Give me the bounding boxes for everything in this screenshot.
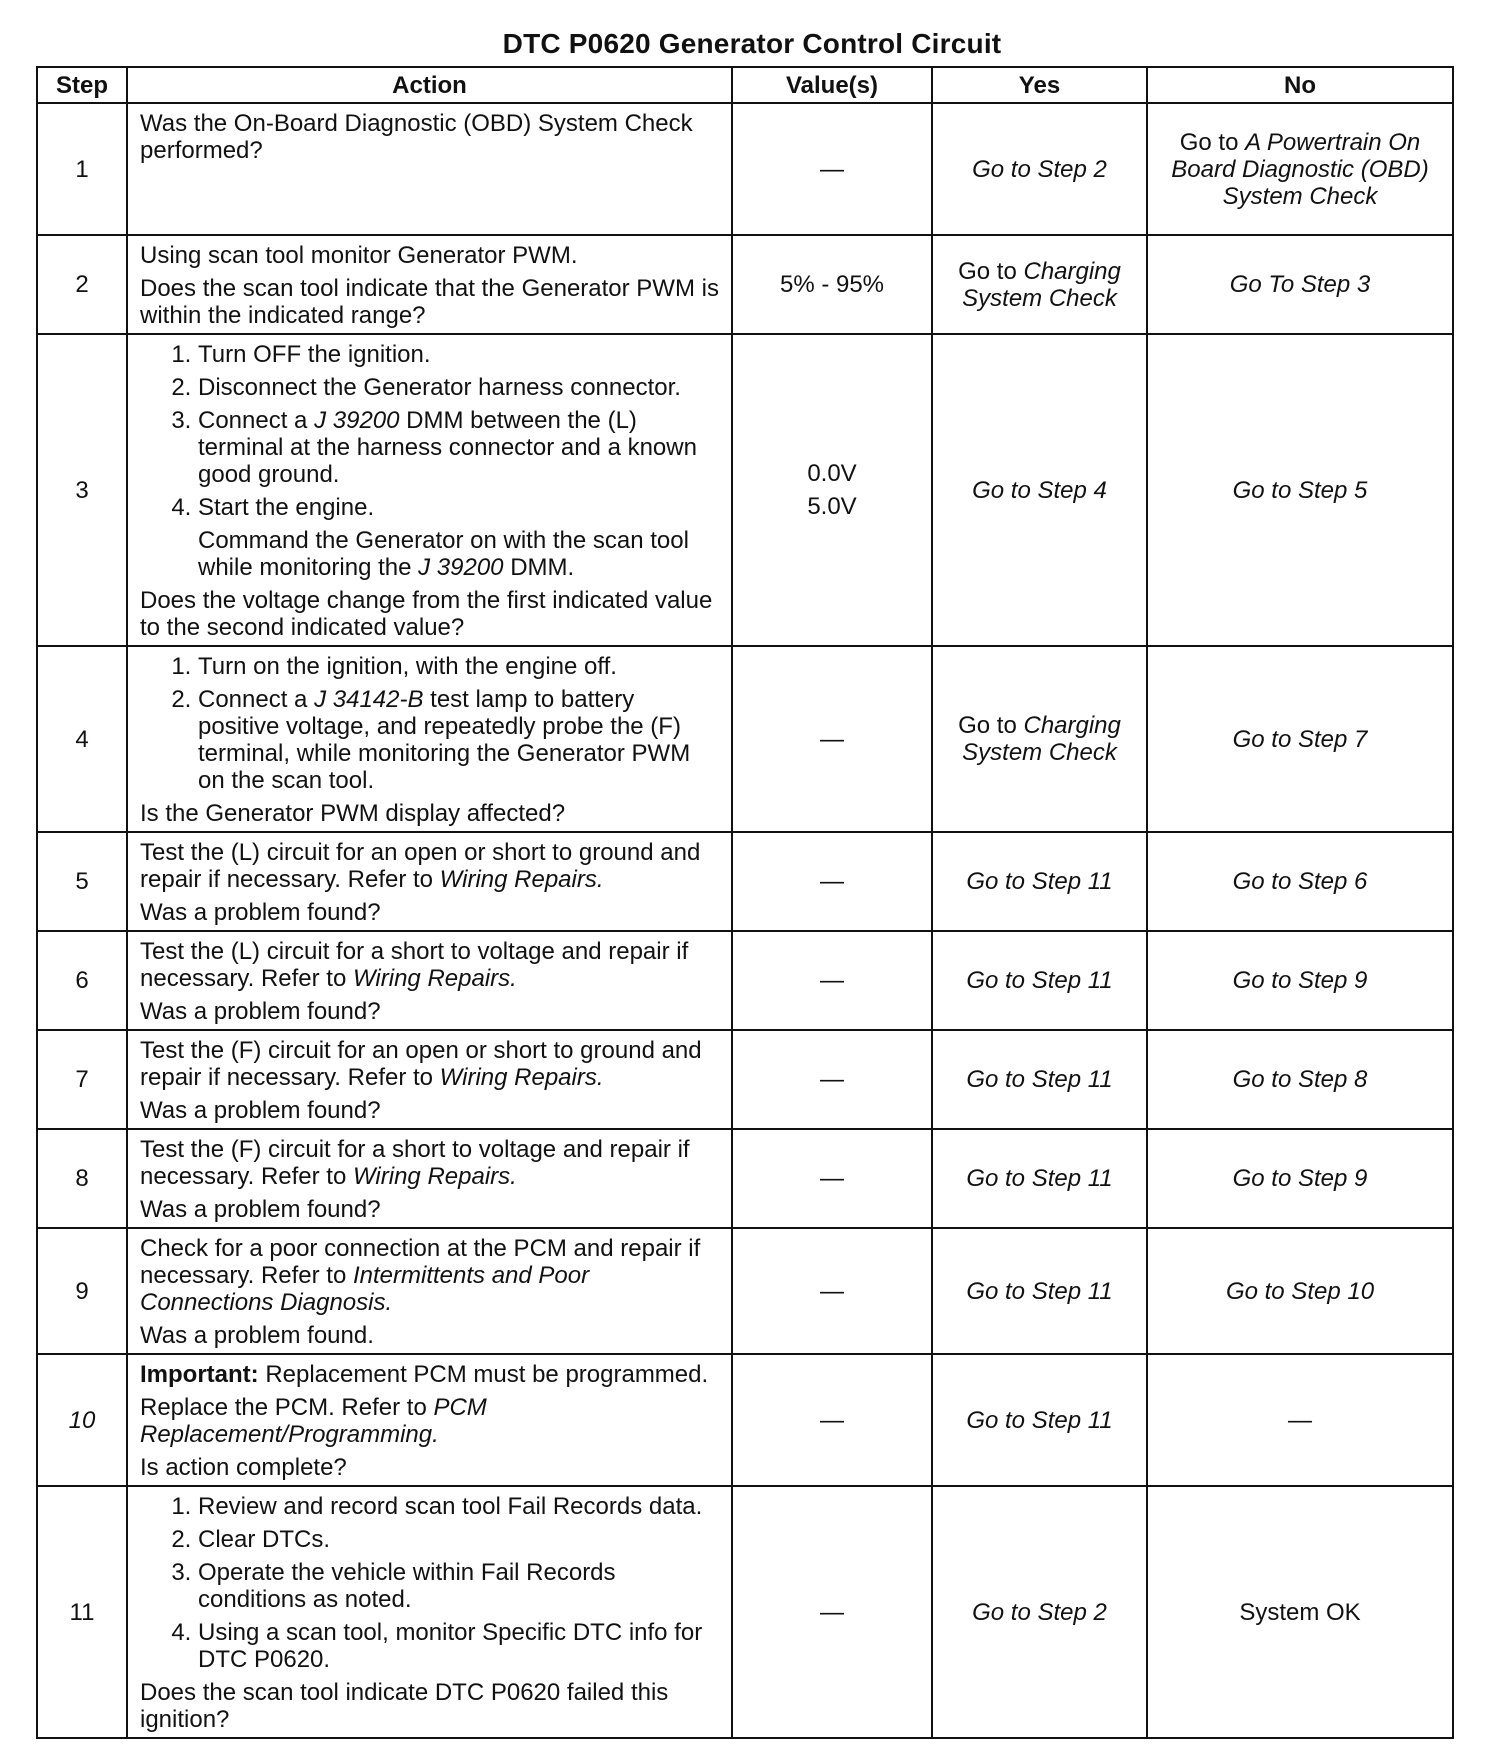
no-cell: Go to Step 9 xyxy=(1147,931,1453,1030)
value-text: 0.0V xyxy=(807,460,857,487)
list-item xyxy=(198,686,721,794)
value-text: — xyxy=(820,868,844,895)
text-segment: DMM. xyxy=(503,554,575,581)
value-text: — xyxy=(820,1406,844,1434)
yes-cell: Go to Step 2 xyxy=(932,1486,1147,1738)
reference-text: Wiring Repairs. xyxy=(439,1064,604,1091)
yes-cell: Go to Step 11 xyxy=(932,1030,1147,1129)
yes-cell: Go to Step 11 xyxy=(932,931,1147,1030)
value-text: — xyxy=(820,1066,844,1093)
yes-cell: Go to Step 2 xyxy=(932,103,1147,235)
header-action: Action xyxy=(127,67,732,103)
action-text xyxy=(140,938,721,992)
action-text xyxy=(140,1361,721,1388)
action-text: Was a problem found? xyxy=(140,1196,381,1223)
text-segment: Turn on the ignition, with the engine off. xyxy=(198,653,617,680)
text-segment: Go to xyxy=(958,257,1024,285)
text-segment: Operate the vehicle within Fail Records conditions as noted. xyxy=(198,1559,616,1613)
list-item xyxy=(198,407,721,488)
list-item xyxy=(198,1493,721,1520)
reference-text: J 39200 xyxy=(314,407,400,434)
action-text xyxy=(140,1394,721,1448)
value-text: 5.0V xyxy=(807,493,857,520)
table-header-row xyxy=(37,67,1453,103)
reference-text: PCM Replacement/Programming. xyxy=(140,1394,487,1448)
action-text: Does the scan tool indicate DTC P0620 failed this ignition? xyxy=(140,1679,669,1733)
reference-text: Intermittents and Poor Connections Diagnosis. xyxy=(140,1262,590,1316)
no-cell xyxy=(1147,103,1453,235)
action-cell xyxy=(127,931,732,1030)
value-cell xyxy=(732,235,932,334)
action-text xyxy=(140,1235,721,1316)
value-cell xyxy=(732,1129,932,1228)
reference-text: Charging System Check xyxy=(962,257,1121,312)
no-cell: Go to Step 5 xyxy=(1147,334,1453,646)
action-text: Does the scan tool indicate that the Generator PWM is within the indicated range? xyxy=(140,275,719,329)
header-values: Value(s) xyxy=(732,67,932,103)
no-cell: — xyxy=(1147,1354,1453,1486)
value-cell xyxy=(732,103,932,235)
action-cell xyxy=(127,1354,732,1486)
table-row xyxy=(37,832,1453,931)
action-cell xyxy=(127,1030,732,1129)
reference-text: J 34142-B xyxy=(314,686,424,713)
text-segment: Replacement PCM must be programmed. xyxy=(258,1361,709,1388)
no-cell: System OK xyxy=(1147,1486,1453,1738)
action-text: Using scan tool monitor Generator PWM. xyxy=(140,242,578,269)
reference-text: A Powertrain On Board Diagnostic (OBD) System Check xyxy=(1171,128,1429,210)
step-number: 5 xyxy=(37,832,127,931)
value-cell xyxy=(732,646,932,832)
text-segment: Disconnect the Generator harness connector. xyxy=(198,374,681,401)
diagnostic-table xyxy=(36,66,1454,1739)
step-number: 11 xyxy=(37,1486,127,1738)
action-text: Was a problem found. xyxy=(140,1322,374,1349)
action-list xyxy=(140,653,721,794)
reference-text: Wiring Repairs. xyxy=(352,965,517,992)
list-item xyxy=(198,653,721,680)
action-text xyxy=(140,839,721,893)
table-row xyxy=(37,1486,1453,1738)
yes-cell: Go to Step 4 xyxy=(932,334,1147,646)
action-text xyxy=(140,1037,721,1091)
yes-cell xyxy=(932,235,1147,334)
text-segment: Using a scan tool, monitor Specific DTC info for DTC P0620. xyxy=(198,1619,703,1673)
list-item xyxy=(198,374,721,401)
text-segment: Review and record scan tool Fail Records data. xyxy=(198,1493,703,1520)
step-number: 10 xyxy=(37,1354,127,1486)
value-text: — xyxy=(820,1165,844,1192)
action-cell xyxy=(127,1486,732,1738)
text-segment: Test the (F) circuit for a short to voltage and repair if necessary. Refer to xyxy=(140,1136,690,1190)
text-segment: Test the (F) circuit for an open or short to ground and repair if necessary. Refer to xyxy=(140,1037,702,1091)
text-segment: Check for a poor connection at the PCM and repair if necessary. Refer to xyxy=(140,1235,701,1289)
table-row xyxy=(37,1129,1453,1228)
action-text: Is action complete? xyxy=(140,1454,347,1481)
text-segment: Go to xyxy=(1179,128,1246,156)
no-cell: Go to Step 10 xyxy=(1147,1228,1453,1354)
action-text: Is the Generator PWM display affected? xyxy=(140,800,566,827)
action-subtext xyxy=(198,527,721,581)
text-segment: Start the engine. xyxy=(198,494,375,521)
list-item xyxy=(198,494,721,521)
value-cell xyxy=(732,1030,932,1129)
action-list xyxy=(140,1493,721,1673)
value-cell xyxy=(732,931,932,1030)
value-cell xyxy=(732,1486,932,1738)
action-text: Does the voltage change from the first indicated value to the second indicated value? xyxy=(140,587,713,641)
list-item xyxy=(198,1526,721,1553)
step-number: 9 xyxy=(37,1228,127,1354)
action-cell xyxy=(127,1228,732,1354)
list-item xyxy=(198,341,721,368)
text-segment: Turn OFF the ignition. xyxy=(198,341,431,368)
text-segment: Test the (L) circuit for a short to voltage and repair if necessary. Refer to xyxy=(140,938,689,992)
step-number: 2 xyxy=(37,235,127,334)
value-cell xyxy=(732,1354,932,1486)
value-text: — xyxy=(820,1277,844,1305)
table-row xyxy=(37,235,1453,334)
action-cell xyxy=(127,334,732,646)
value-cell xyxy=(732,334,932,646)
no-cell: Go to Step 8 xyxy=(1147,1030,1453,1129)
step-number: 6 xyxy=(37,931,127,1030)
value-cell xyxy=(732,1228,932,1354)
yes-cell: Go to Step 11 xyxy=(932,1354,1147,1486)
page-title: DTC P0620 Generator Control Circuit xyxy=(502,28,1002,59)
text-segment: Test the (L) circuit for an open or short to ground and repair if necessary. Refer to xyxy=(140,839,701,893)
value-text: — xyxy=(820,967,844,994)
header-step: Step xyxy=(37,67,127,103)
text-segment: Command the Generator on with the scan tool while monitoring the xyxy=(198,527,689,581)
reference-text: Wiring Repairs. xyxy=(352,1163,517,1190)
action-list xyxy=(140,341,721,521)
action-text: Was a problem found? xyxy=(140,998,381,1025)
text-segment: Connect a xyxy=(198,407,315,434)
action-cell xyxy=(127,103,732,235)
text-segment: Replace the PCM. Refer to xyxy=(140,1394,434,1421)
reference-text: Wiring Repairs. xyxy=(439,866,604,893)
step-number: 8 xyxy=(37,1129,127,1228)
reference-text: Charging System Check xyxy=(962,712,1121,766)
table-row xyxy=(37,931,1453,1030)
yes-cell: Go to Step 11 xyxy=(932,1228,1147,1354)
action-cell xyxy=(127,235,732,334)
action-cell xyxy=(127,832,732,931)
list-item xyxy=(198,1559,721,1613)
no-cell: Go To Step 3 xyxy=(1147,235,1453,334)
table-row xyxy=(37,334,1453,646)
step-number: 1 xyxy=(37,103,127,235)
value-text: — xyxy=(820,155,844,183)
yes-cell xyxy=(932,646,1147,832)
table-row xyxy=(37,646,1453,832)
step-number: 3 xyxy=(37,334,127,646)
action-text: Was a problem found? xyxy=(140,1097,381,1124)
value-text: — xyxy=(820,725,844,753)
table-row xyxy=(37,1030,1453,1129)
action-text: Was the On-Board Diagnostic (OBD) System Check performed? xyxy=(140,110,693,164)
header-no: No xyxy=(1147,67,1453,103)
no-cell: Go to Step 6 xyxy=(1147,832,1453,931)
yes-cell: Go to Step 11 xyxy=(932,832,1147,931)
list-item xyxy=(198,1619,721,1673)
action-cell xyxy=(127,646,732,832)
step-number: 4 xyxy=(37,646,127,832)
value-text: — xyxy=(820,1598,844,1626)
text-segment: Go to xyxy=(958,712,1024,739)
value-cell xyxy=(732,832,932,931)
text-segment: DMM between the (L) terminal at the harness connector and a known good ground. xyxy=(198,407,697,488)
action-text: Was a problem found? xyxy=(140,899,381,926)
table-row xyxy=(37,103,1453,235)
value-text: 5% - 95% xyxy=(779,271,885,298)
text-segment: Connect a xyxy=(198,686,315,713)
text-segment: test lamp to battery positive voltage, and repeatedly probe the (F) terminal, while monitoring the Generator PWM on the scan tool. xyxy=(198,686,691,794)
header-yes: Yes xyxy=(932,67,1147,103)
no-cell: Go to Step 7 xyxy=(1147,646,1453,832)
yes-cell: Go to Step 11 xyxy=(932,1129,1147,1228)
no-cell: Go to Step 9 xyxy=(1147,1129,1453,1228)
reference-text: J 39200 xyxy=(418,554,504,581)
text-segment: Clear DTCs. xyxy=(198,1526,331,1553)
step-number: 7 xyxy=(37,1030,127,1129)
action-text xyxy=(140,1136,721,1190)
table-row xyxy=(37,1354,1453,1486)
table-row xyxy=(37,1228,1453,1354)
bold-label: Important: xyxy=(140,1361,259,1388)
table-body xyxy=(37,103,1453,1738)
action-cell xyxy=(127,1129,732,1228)
